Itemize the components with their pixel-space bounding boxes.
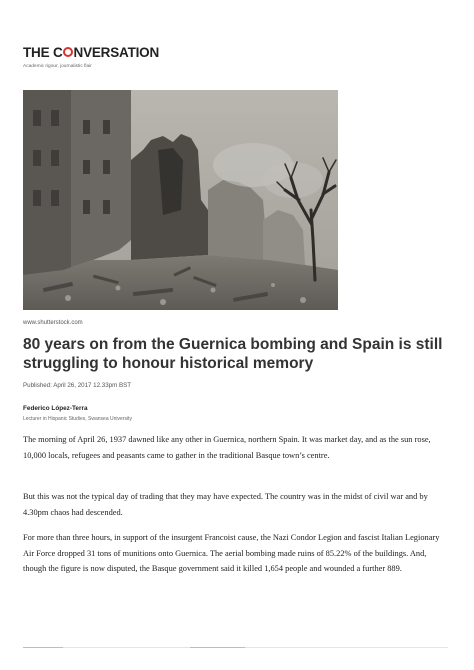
article-paragraph: The morning of April 26, 1937 dawned like any other in Guernica, northern Spain. It was market day, and as the sun rose, 10,000 locals, refugees and peasants came to gather in the traditional Basque town’s centre.: [23, 435, 431, 460]
logo-text-end: NVERSATION: [73, 44, 160, 60]
hero-image: [23, 90, 338, 310]
logo-ring-icon: [63, 47, 73, 57]
photo-ruined-street-icon: [23, 90, 338, 310]
logo-text-start: THE C: [23, 44, 63, 60]
article-paragraph: But this was not the typical day of trading that they may have expected. The country was in the midst of civil war and by 4.30pm chaos had descended.: [23, 492, 428, 517]
image-credit: www.shutterstock.com: [23, 320, 83, 326]
publish-date: Published: April 26, 2017 12.33pm BST: [23, 382, 132, 389]
author-name[interactable]: Federico López-Terra: [23, 405, 88, 412]
site-tagline: Academic rigour, journalistic flair: [23, 64, 92, 69]
author-role: Lecturer in Hispanic Studies, Swansea University: [23, 416, 132, 422]
site-logo[interactable]: [23, 42, 159, 62]
article-paragraph: For more than three hours, in support of the insurgent Francoist cause, the Nazi Condor Legion and fascist Italian Legionary Air Force dropped 31 tons of munitions onto Guernica. The aerial bombing made ruins of 85.22% of the buildings. And, though the figure is now disputed, the Basque government said it killed 1,654 people and wounded a further 889.: [23, 533, 440, 573]
footer-divider-segment: [23, 647, 63, 648]
footer-divider-segment: [190, 647, 245, 648]
article-headline: 80 years on from the Guernica bombing and Spain is still struggling to honour historical memory: [23, 336, 443, 372]
